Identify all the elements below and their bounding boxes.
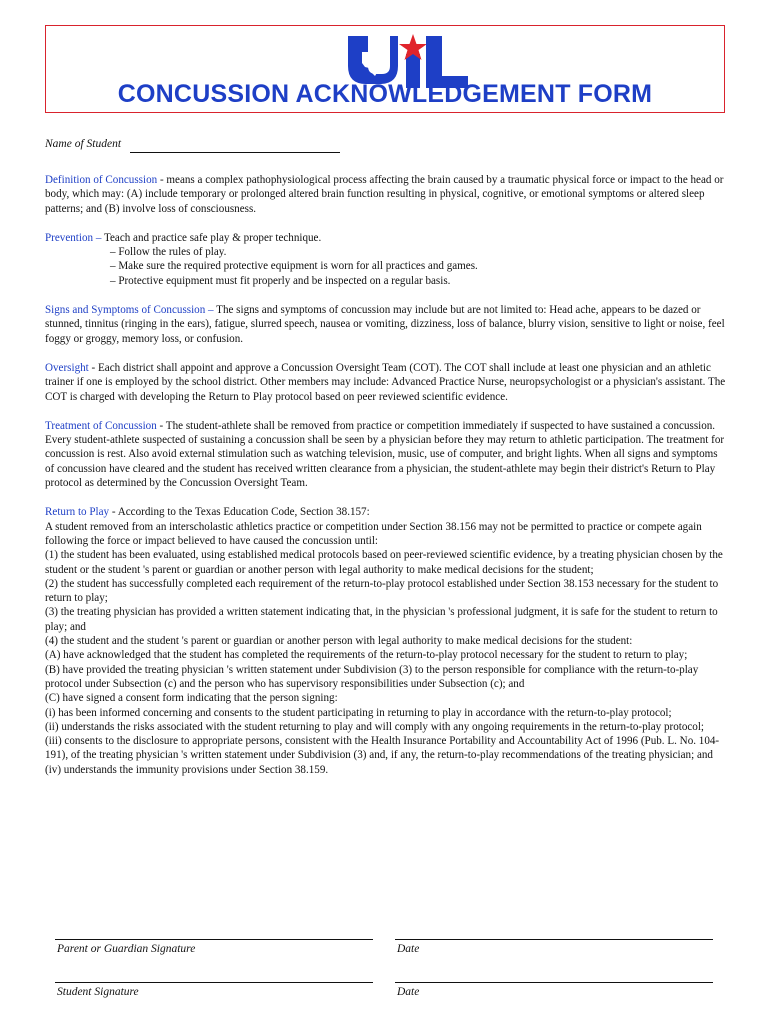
- parent-signature-field[interactable]: [55, 939, 373, 940]
- return-to-play-line: A student removed from an interscholastic athletics practice or competition under Section 38.156 may not be permitted to practice or compete again following the force or impact believed to have caused the concussion until:: [45, 520, 702, 547]
- oversight-paragraph: [45, 361, 727, 404]
- return-to-play-intro: - According to the Texas Education Code, Section 38.157:: [109, 506, 370, 519]
- return-to-play-paragraph: [45, 505, 727, 777]
- student-signature-label: Student Signature: [57, 986, 139, 998]
- prevention-line: – Follow the rules of play.: [110, 246, 227, 259]
- return-to-play-line: (2) the student has successfully completed each requirement of the return-to-play protocol established under Section 38.153 necessary for the student to return to play;: [45, 577, 719, 605]
- oversight-text: - Each district shall appoint and approve a Concussion Oversight Team (COT). The COT shall include at least one physician and an athletic trainer if one is employed by the school district. Other members may include: Advanced Practice Nurse, neuropsychologist or a physician's assistant. The COT is charged with developing the Return to Play protocol based on peer reviewed scientific evidence.: [45, 361, 726, 403]
- treatment-paragraph: [45, 419, 727, 490]
- prevention-line: – Make sure the required protective equipment is worn for all practices and games.: [110, 260, 478, 273]
- student-name-field[interactable]: [130, 152, 340, 153]
- definition-label: Definition of Concussion: [45, 174, 158, 186]
- return-to-play-line: (iv) understands the immunity provisions under Section 38.159.: [45, 763, 329, 776]
- return-to-play-line: (4) the student and the student 's parent or guardian or another person with legal authority to make medical decisions for the student:: [45, 635, 633, 648]
- student-signature-field[interactable]: [55, 982, 373, 983]
- student-date-label: Date: [397, 986, 420, 998]
- prevention-line: Teach and practice safe play & proper technique.: [101, 231, 322, 244]
- return-to-play-line: (3) the treating physician has provided a written statement indicating that, in the physician 's professional judgment, it is safe for the student to return to play; and: [45, 606, 718, 633]
- student-date-field[interactable]: [395, 982, 713, 983]
- return-to-play-line: (ii) understands the risks associated with the student returning to play and will comply with any ongoing requirements in the return-to-play protocol;: [45, 720, 705, 733]
- definition-text: - means a complex pathophysiological process affecting the brain caused by a traumatic physical force or impact to the head or body, which may: (A) include temporary or prolonged altered brain function resulting in physical, cognitive, or emotional symptoms or altered sleep patterns; and (B) involve loss of consciousness.: [45, 174, 724, 215]
- return-to-play-label: Return to Play: [45, 506, 110, 519]
- header-box: [45, 25, 725, 113]
- return-to-play-line: (A) have acknowledged that the student has completed the requirements of the return-to-play protocol necessary for the student to return to play;: [45, 649, 688, 662]
- form-body: [45, 173, 727, 792]
- parent-signature-label: Parent or Guardian Signature: [57, 943, 196, 955]
- treatment-label: Treatment of Concussion: [45, 419, 157, 432]
- return-to-play-line: (i) has been informed concerning and consents to the student participating in returning to play in accordance with the return-to-play protocol;: [45, 706, 672, 719]
- return-to-play-line: (1) the student has been evaluated, using established medical protocols based on peer-reviewed scientific evidence, by a treating physician chosen by the student or the student 's parent or guardian or another person with legal authority to make medical decisions for the student;: [45, 549, 723, 576]
- oversight-label: Oversight: [45, 361, 89, 374]
- prevention-paragraph: [45, 231, 727, 288]
- prevention-line: – Protective equipment must fit properly and be inspected on a regular basis.: [110, 274, 451, 287]
- definition-paragraph: [45, 173, 727, 216]
- form-title: CONCUSSION ACKNOWLEDGEMENT FORM: [117, 80, 653, 108]
- treatment-text: - The student-athlete shall be removed from practice or competition immediately if suspected to have sustained a concussion. Every student-athlete suspected of sustaining a concussion shall be seen by a physician before they may return to athletic participation. The treatment for concussion is rest. Also avoid external stimulation such as watching television, music, use of computer, and bright lights. When all signs and symptoms of concussion have cleared and the student has received written clearance from a physician, the student-athlete may begin their district's Return to Play protocol as determined by the Concussion Oversight Team.: [45, 419, 725, 490]
- return-to-play-line: (B) have provided the treating physician 's written statement under Subdivision (3) to the person responsible for compliance with the return-to-play protocol under Subsection (c) and the person who has supervisory responsibilities under Subsection (c); and: [45, 663, 699, 690]
- return-to-play-line: (C) have signed a consent form indicating that the person signing:: [45, 692, 338, 705]
- return-to-play-line: (iii) consents to the disclosure to appropriate persons, consistent with the Health Insurance Portability and Accountability Act of 1996 (Pub. L. No. 104-191), of the treating physician 's written statement under Subdivision (3) and, if any, the return-to-play recommendations of the treating physician; and: [45, 735, 720, 762]
- parent-date-label: Date: [397, 943, 420, 955]
- prevention-label: Prevention –: [45, 231, 102, 244]
- student-name-label: Name of Student: [45, 138, 122, 150]
- signs-text: The signs and symptoms of concussion may include but are not limited to: Head ache, appears to be dazed or stunned, tinnitus (ringing in the ears), fatigue, slurred speech, nausea or vomiting, dizziness, loss of balance, blurry vision, sensitive to light or noise, feel foggy or groggy, memory loss, or confusion.: [45, 304, 725, 345]
- signs-label: Signs and Symptoms of Concussion –: [45, 304, 214, 317]
- parent-date-field[interactable]: [395, 939, 713, 940]
- signs-paragraph: [45, 303, 727, 346]
